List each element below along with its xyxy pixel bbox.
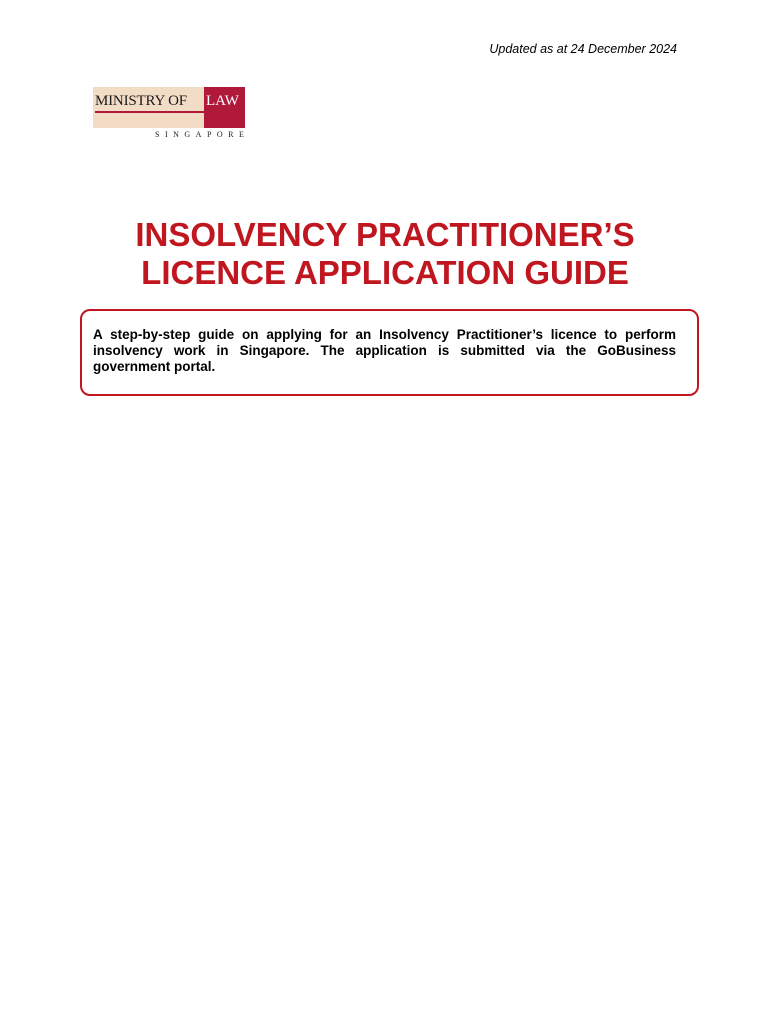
document-title [0,216,770,292]
ministry-of-law-logo [93,87,250,141]
title-line-2: LICENCE APPLICATION GUIDE [141,254,629,291]
logo-ministry-text: MINISTRY OF [95,93,187,109]
updated-date-text: Updated as at 24 December 2024 [489,42,677,56]
summary-text: A step-by-step guide on applying for an Insolvency Practitioner’s licence to perform insolvency work in Singapore. The application is submitted via the GoBusiness government portal. [93,327,676,374]
logo-country-text: SINGAPORE [155,130,250,139]
logo-law-text: LAW [206,93,239,109]
title-line-1: INSOLVENCY PRACTITIONER’S [135,216,635,253]
summary-box [80,309,699,396]
logo-underline [95,111,204,113]
